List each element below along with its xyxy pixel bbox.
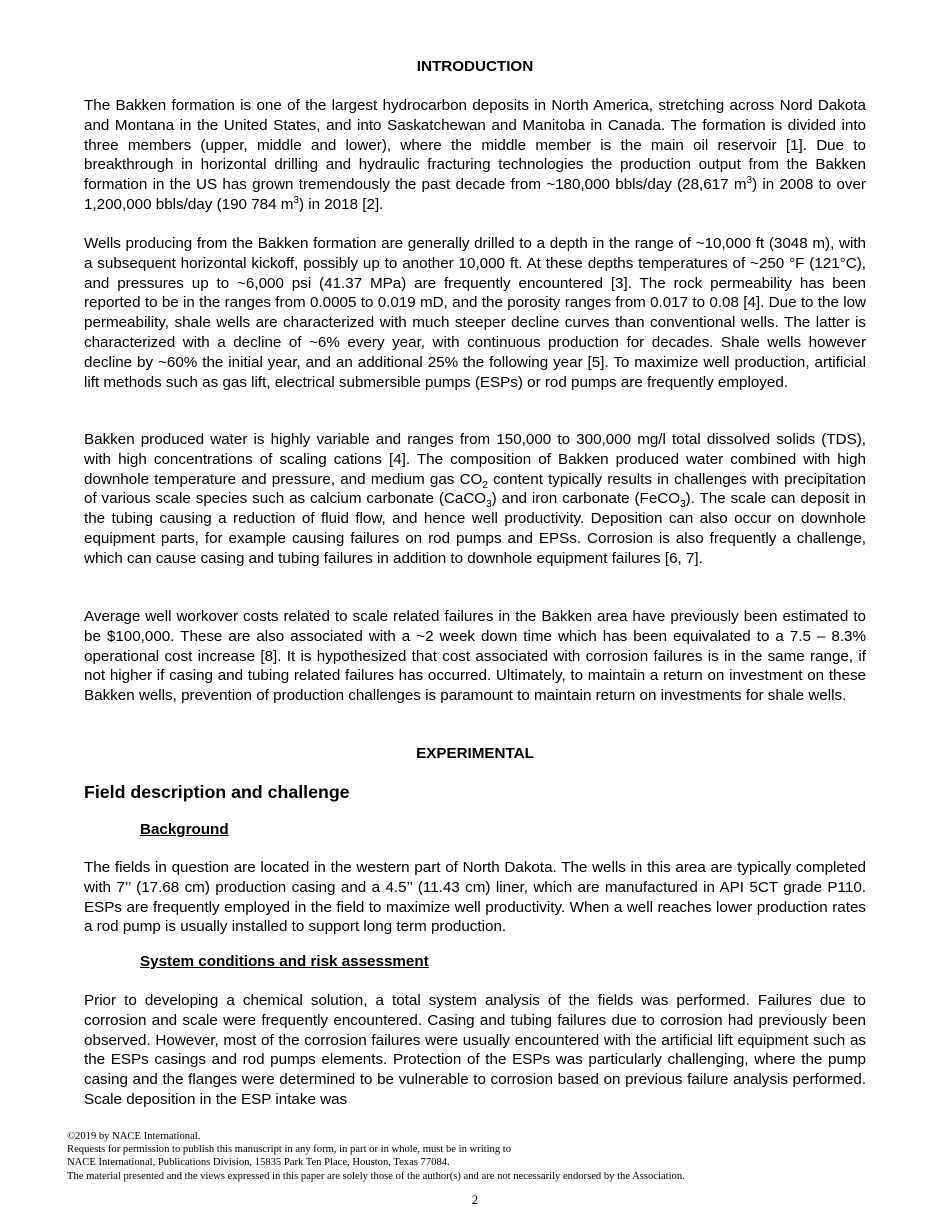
introduction-heading: INTRODUCTION: [416, 58, 534, 75]
footer-line-permission: Requests for permission to publish this manuscript in any form, in part or in whole, must be in writing to: [67, 1144, 512, 1156]
background-subheading: Background: [140, 821, 229, 838]
intro-paragraph-4: Average well workover costs related to scale related failures in the Bakken area have previously been estimated to be $100,000. These are also associated with a ~2 week down time which has been equivalated to a 7.5 – 8.3% operational cost increase [8]. It is hypothesized that cost associated with corrosion failures is in the same range, if not higher if casing and tubing related failures has occurred. Ultimately, to maintain a return on investment on these Bakken wells, prevention of production challenges is paramount to maintain return on investments for shale wells.: [84, 608, 866, 705]
background-paragraph: The fields in question are located in the western part of North Dakota. The wells in this area are typically completed with 7’’ (17.68 cm) production casing and a 4.5’’ (11.43 cm) liner, which are manufactured in API 5CT grade P110. ESPs are frequently employed in the field to maximize well productivity. When a well reaches lower production rates a rod pump is usually installed to support long term production.: [84, 859, 866, 936]
copyright-footer: [67, 1130, 887, 1183]
intro-paragraph-1: The Bakken formation is one of the largest hydrocarbon deposits in North America, stretching across Nord Dakota and Montana in the United States, and into Saskatchewan and Manitoba in Canada. The formation is divided into three members (upper, middle and lower), where the middle member is the main oil reservoir [1]. Due to breakthrough in horizontal drilling and hydraulic fracturing technologies the production output from the Bakken formation in the US has grown tremendously the past decade from ~180,000 bbls/day (28,617 $m^3$) in 2008 to over 1,200,000 bbls/day (190 784 $m^3$) in 2018 [2].: [84, 97, 866, 213]
experimental-heading: EXPERIMENTAL: [416, 745, 534, 762]
footer-line-address: NACE International, Publications Division, 15835 Park Ten Place, Houston, Texas 77084.: [67, 1157, 450, 1169]
footer-line-disclaimer: The material presented and the views expressed in this paper are solely those of the author(s) and are not necessarily endorsed by the Association.: [67, 1170, 685, 1182]
intro-paragraph-2: Wells producing from the Bakken formation are generally drilled to a depth in the range of ~10,000 ft (3048 m), with a subsequent horizontal kickoff, possibly up to another 10,000 ft. At these depths temperatures of ~250 °F (121°C), and pressures up to ~6,000 psi (41.37 MPa) are frequently encountered [3]. The rock permeability has been reported to be in the ranges from 0.0005 to 0.019 mD, and the porosity ranges from 0.017 to 0.08 [4]. Due to the low permeability, shale wells are characterized with much steeper decline curves than conventional wells. The latter is characterized with a decline of ~6% every year, with continuous production for decades. Shale wells however decline by ~60% the initial year, and an additional 25% the following year [5]. To maximize well production, artificial lift methods such as gas lift, electrical submersible pumps (ESPs) or rod pumps are frequently employed.: [84, 235, 866, 391]
footer-line-copyright: ©2019 by NACE International.: [67, 1131, 201, 1142]
system-conditions-subheading: System conditions and risk assessment: [140, 953, 429, 970]
system-conditions-paragraph: Prior to developing a chemical solution, a total system analysis of the fields was performed. Failures due to corrosion and scale were frequently encountered. Casing and tubing failures due to corrosion had previously been observed. However, most of the corrosion failures were usually encountered with the artificial lift equipment such as the ESPs casings and rod pumps elements. Protection of the ESPs was particularly challenging, where the pump casing and the flanges were determined to be vulnerable to corrosion based on previous failure analysis performed. Scale deposition in the ESP intake was: [84, 992, 866, 1108]
field-description-heading: Field description and challenge: [84, 782, 350, 802]
intro-paragraph-3: Bakken produced water is highly variable and ranges from 150,000 to 300,000 mg/l total dissolved solids (TDS), with high concentrations of scaling cations [4]. The composition of Bakken produced water combined with high downhole temperature and pressure, and medium gas $CO_2$ content typically results in challenges with precipitation of various scale species such as calcium carbonate (CaCO$_3$) and iron carbonate (FeCO$_3$). The scale can deposit in the tubing causing a reduction of fluid flow, and hence well productivity. Deposition can also occur on downhole equipment parts, for example causing failures on rod pumps and EPSs. Corrosion is also frequently a challenge, which can cause casing and tubing failures in addition to downhole equipment failures [6, 7].: [84, 431, 866, 567]
page-number: 2: [471, 1192, 479, 1207]
